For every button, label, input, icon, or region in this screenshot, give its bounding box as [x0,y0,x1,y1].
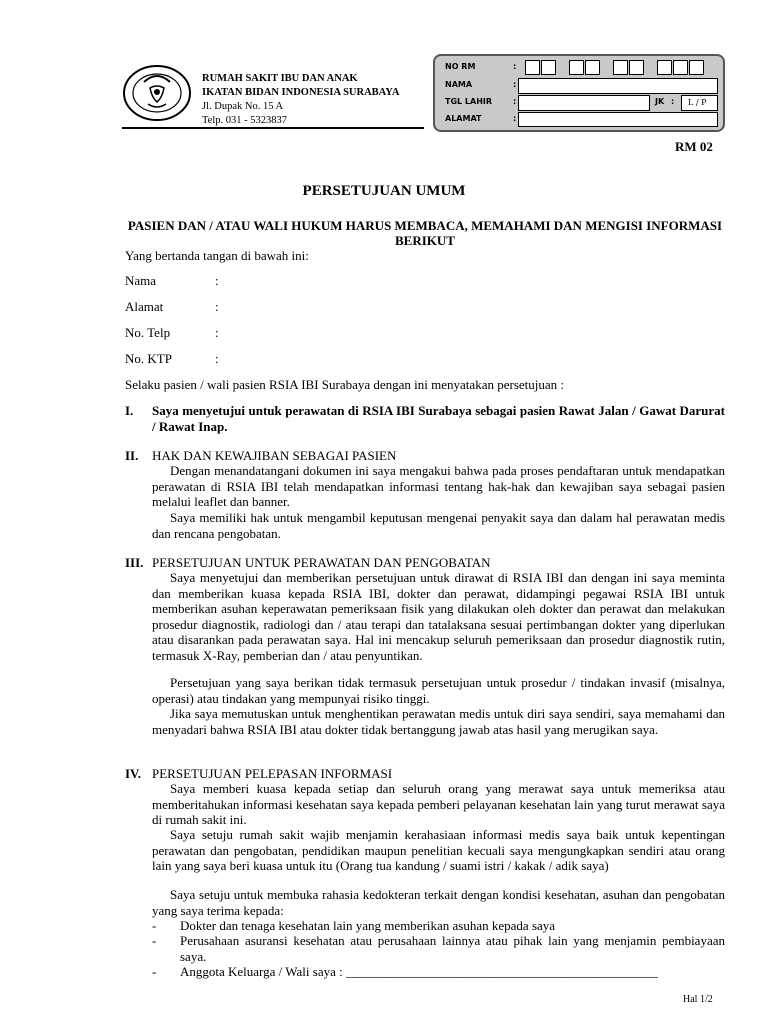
field-telp-label: No. Telp [125,325,171,340]
form-code: RM 02 [675,139,713,154]
section3-paragraph2: Persetujuan yang saya berikan tidak termasuk persetujuan untuk prosedur / tindakan invasif (misalnya, operasi) atau tindakan yang mempunyai risiko tinggi. [152,675,725,706]
section3-paragraph3: Jika saya memutuskan untuk menghentikan perawatan medis untuk diri saya sendiri, saya memahami dan menyadari bahwa RSIA IBI atau dokter tidak bertanggung jawab atas hasil yang merugikan saya. [152,706,725,737]
header-divider [122,127,424,129]
intro-text: Yang bertanda tangan di bawah ini: [125,248,309,263]
section4-paragraph1: Saya memberi kuasa kepada setiap dan seluruh orang yang merawat saya untuk memeriksa atau memberitahukan informasi kesehatan saya kepada pemberi pelayanan kesehatan lain yang turut merawat saya di rumah sakit ini. [152,781,725,827]
alamat-label: ALAMAT [445,114,482,123]
field-nama-label: Nama [125,273,157,288]
section3-number: III. [125,555,144,570]
field-alamat-label: Alamat [125,299,164,314]
hospital-name-line2: IKATAN BIDAN INDONESIA SURABAYA [202,87,400,98]
alamat-input[interactable] [518,112,718,127]
page-number: Hal 1/2 [683,994,713,1005]
nama-input[interactable] [518,78,718,94]
section2-heading: HAK DAN KEWAJIBAN SEBAGAI PASIEN [152,448,397,463]
field-ktp-label: No. KTP [125,351,172,366]
family-guardian-field[interactable]: Anggota Keluarga / Wali saya : ________________________________________________ [180,964,658,979]
list-item: Perusahaan asuransi kesehatan atau perusahaan lainnya atau pihak lain yang menjamin pembiayaan saya. [180,933,725,964]
section4-paragraph3: Saya setuju untuk membuka rahasia kedokteran terkait dengan kondisi kesehatan, asuhan dan pengobatan yang saya terima kepada: [152,887,725,918]
section2-paragraph2: Saya memiliki hak untuk mengambil keputusan mengenai penyakit saya dan dalam hal perawatan medis dan rencana pengobatan. [152,510,725,541]
section2-paragraph1: Dengan menandatangani dokumen ini saya mengakui bahwa pada proses pendaftaran untuk mendapatkan perawatan di RSIA IBI telah mendapatkan informasi tentang hak-hak dan kewajiban saya sebagai pasien melalui leaflet dan banner. [152,463,725,509]
no-rm-label: NO RM [445,62,476,71]
document-subtitle: PASIEN DAN / ATAU WALI HUKUM HARUS MEMBACA, MEMAHAMI DAN MENGISI INFORMASI BERIKUT [127,218,723,248]
jk-label: JK [655,97,665,106]
statement-text: Selaku pasien / wali pasien RSIA IBI Surabaya dengan ini menyatakan persetujuan : [125,377,564,392]
hospital-phone: Telp. 031 - 5323837 [202,115,288,126]
hospital-logo [122,64,192,122]
tgl-lahir-label: TGL LAHIR [445,97,493,106]
nama-label: NAMA [445,80,473,89]
patient-id-box: NO RM : NAMA : TGL LAHIR : JK : L / P ALAMAT : [433,54,725,132]
document-title: PERSETUJUAN UMUM [302,183,466,199]
no-rm-input[interactable] [525,60,715,76]
section3-heading: PERSETUJUAN UNTUK PERAWATAN DAN PENGOBATAN [152,555,491,570]
section1-text: Saya menyetujui untuk perawatan di RSIA IBI Surabaya sebagai pasien Rawat Jalan / Gawat Darurat / Rawat Inap. [152,403,725,434]
hospital-info [202,72,400,128]
list-item: Dokter dan tenaga kesehatan lain yang memberikan asuhan kepada saya [180,918,556,933]
section4-paragraph2: Saya setuju rumah sakit wajib menjamin kerahasiaan informasi medis saya baik untuk kepentingan perawatan dan pengobatan, pendidikan maupun penelitian kecuali saya mengungkapkan sendiri atau orang lain yang saya beri kuasa untuk itu (Orang tua kandung / suami istri / kakak / adik saya) [152,827,725,873]
tgl-lahir-input[interactable] [518,95,650,111]
section1-number: I. [125,403,134,418]
section2-number: II. [125,448,139,463]
hospital-address: Jl. Dupak No. 15 A [202,101,284,112]
section4-heading: PERSETUJUAN PELEPASAN INFORMASI [152,766,393,781]
section3-paragraph1: Saya menyetujui dan memberikan persetujuan untuk dirawat di RSIA IBI dan dengan ini saya meminta dan memberikan kuasa kepada RSIA IBI, dokter dan perawat, didampingi pegawai RSIA IBI untuk memberikan asuhan keperawatan pemeriksaan fisik yang dilakukan oleh dokter dan perawat dan melakukan prosedur diagnostik, radiologi dan / atau terapi dan tatalaksana sesuai pertimbangan dokter yang diperlukan atau disarankan pada perawatan saya. Hal ini mencakup seluruh pemeriksaan dan prosedur diagnostik rutin, termasuk X-Ray, pemberian dan / atau penyuntikan. [152,570,725,663]
section4-number: IV. [125,766,142,781]
hospital-name-line1: RUMAH SAKIT IBU DAN ANAK [202,73,358,84]
jk-input[interactable]: L / P [681,95,718,111]
